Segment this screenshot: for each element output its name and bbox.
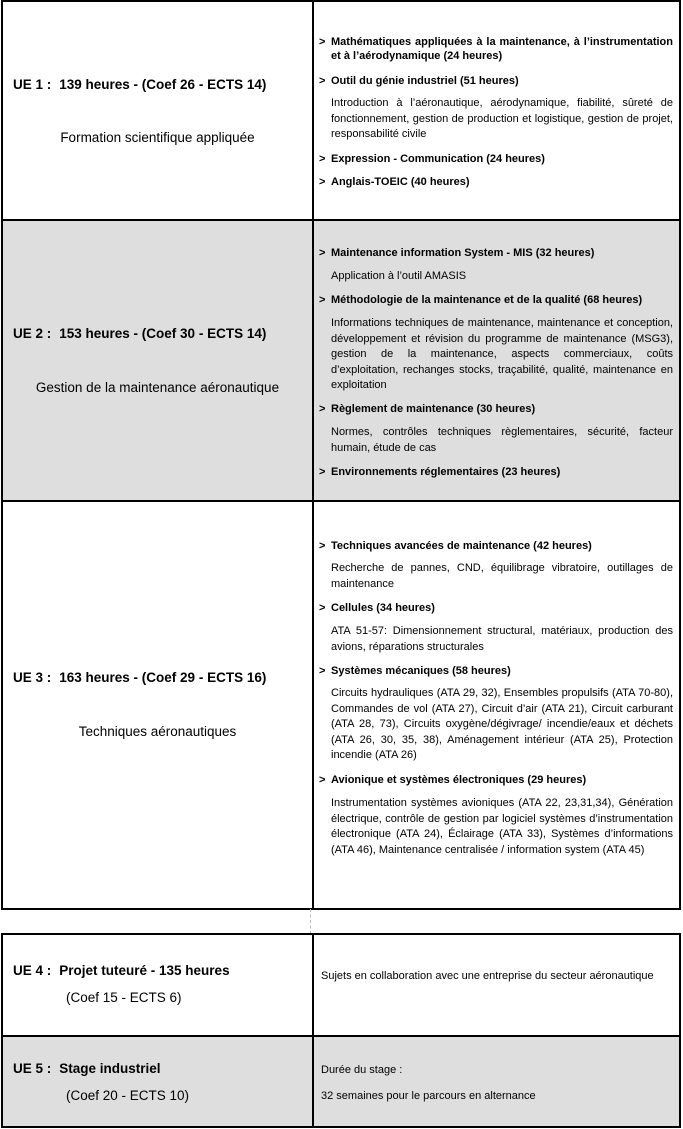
module-description: Application à l’outil AMASIS [331, 270, 467, 282]
module-description: Informations techniques de maintenance, maintenance et conception, développement et révision du programme de maintenance (MSG3), gestion de la maintenance, aspects commerciaux, coûts d’exploitation, rechanges stocks, traçabilité, qualité, maintenance en exploitation [331, 317, 673, 391]
ue2-row [1, 219, 681, 502]
ue3-title: Techniques aéronautiques [78, 724, 237, 739]
ue3-row [1, 500, 681, 910]
ue4-details [314, 935, 679, 1035]
module-title: > Techniques avancées de maintenance (42 heures) [319, 540, 592, 552]
ue1-heading [13, 77, 266, 92]
ue4-title: Projet tuteuré - 135 heures [59, 963, 230, 978]
ue2-modules [314, 221, 679, 500]
ue5-duration-label: Durée du stage : [321, 1064, 403, 1076]
module-description: Introduction à l’aéronautique, aérodynamique, fiabilité, sûreté de fonctionnement, gestion de production et logistique, gestion de projet, responsabilité civile [331, 97, 673, 140]
module-title: > Mathématiques appliquées à la maintenance, à l’instrumentation et à l’aérodynamique (24 heures) [319, 36, 673, 62]
gap-divider [310, 909, 311, 934]
module-description: Recherche de pannes, CND, équilibrage vibratoire, outillages de maintenance [331, 562, 673, 590]
ue2-title: Gestion de la maintenance aéronautique [35, 380, 280, 395]
module-description: Circuits hydrauliques (ATA 29, 32), Ensembles propulsifs (ATA 70-80), Commandes de vol (ATA 27), Circuit d’air (ATA 21), Circuit carburant (ATA 28, 73), Circuits oxygène/dégivrage/ incendie/eaux et déchets (ATA 26, 30, 35, 38), Aménagement intérieur (ATA 25), Protection incendie (ATA 26) [331, 687, 673, 761]
ue3-hours: 163 heures - (Coef 29 - ECTS 16) [59, 670, 267, 685]
ue1-hours: 139 heures - (Coef 26 - ECTS 14) [59, 77, 267, 92]
ue5-title: Stage industriel [59, 1061, 161, 1076]
module-title: > Cellules (34 heures) [319, 602, 435, 614]
module-description: ATA 51-57: Dimensionnement structural, matériaux, production des avions, réparations structurales [331, 625, 673, 653]
ue1-modules [314, 2, 679, 219]
module-title: > Règlement de maintenance (30 heures) [319, 403, 536, 415]
module-title: > Expression - Communication (24 heures) [319, 153, 545, 165]
ue3-heading [13, 670, 266, 685]
ue3-modules [314, 502, 679, 908]
ue3-summary [3, 502, 312, 908]
ue4-row [1, 933, 681, 1037]
ue5-code: UE 5 : [13, 1061, 52, 1076]
ue2-summary [3, 221, 312, 500]
ue1-code: UE 1 : [13, 77, 52, 92]
ue4-heading [13, 963, 230, 978]
ue5-row [1, 1035, 681, 1128]
module-title: > Méthodologie de la maintenance et de la qualité (68 heures) [319, 294, 643, 306]
module-description: Normes, contrôles techniques règlementaires, sécurité, facteur humain, étude de cas [331, 426, 673, 454]
module-title: > Maintenance information System - MIS (32 heures) [319, 247, 595, 259]
ue1-row [1, 0, 681, 221]
module-title: > Systèmes mécaniques (58 heures) [319, 665, 511, 677]
ue4-code: UE 4 : [13, 963, 52, 978]
module-description: Instrumentation systèmes avioniques (ATA 22, 23,31,34), Génération électrique, contrôle de gestion par logiciel systèmes d’instrumentation électronique (ATA 24), Éclairage (ATA 33), Systèmes d’informations (ATA 46), Maintenance centralisée / information system (ATA 45) [331, 797, 673, 856]
ue5-heading [13, 1061, 161, 1076]
ue5-summary [3, 1037, 312, 1126]
ue1-summary [3, 2, 312, 219]
module-title: > Environnements réglementaires (23 heures) [319, 466, 561, 478]
module-title: > Avionique et systèmes électroniques (29 heures) [319, 774, 587, 786]
ue2-hours: 153 heures - (Coef 30 - ECTS 14) [59, 326, 267, 341]
module-title: > Outil du génie industriel (51 heures) [319, 75, 519, 87]
ue4-summary [3, 935, 312, 1035]
ue5-details [314, 1037, 679, 1126]
ue5-coef: (Coef 20 - ECTS 10) [66, 1088, 190, 1103]
ue5-duration-value: 32 semaines pour le parcours en alternance [321, 1090, 536, 1102]
ue2-heading [13, 326, 266, 341]
module-title: > Anglais-TOEIC (40 heures) [319, 176, 470, 188]
ue4-coef: (Coef 15 - ECTS 6) [66, 990, 182, 1005]
ue4-description: Sujets en collaboration avec une entreprise du secteur aéronautique [321, 970, 654, 982]
ue3-code: UE 3 : [13, 670, 52, 685]
ue1-title: Formation scientifique appliquée [60, 130, 255, 145]
ue2-code: UE 2 : [13, 326, 52, 341]
